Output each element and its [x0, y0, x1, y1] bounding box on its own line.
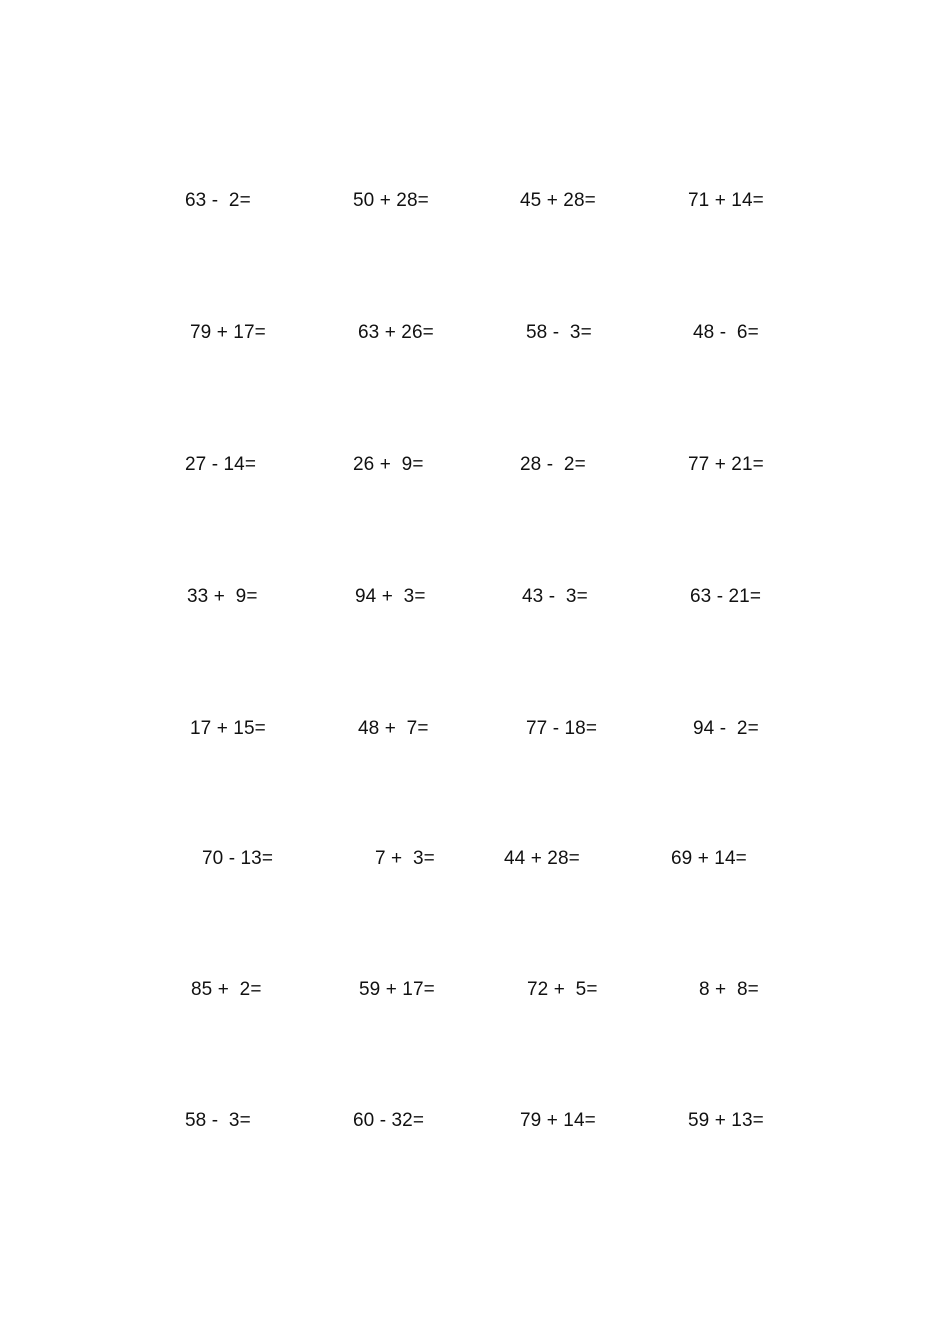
problem-r1-c4: 71 + 14= — [688, 190, 764, 211]
problem-r2-c3: 58 - 3= — [526, 322, 592, 343]
problem-r7-c2: 59 + 17= — [359, 979, 435, 1000]
problem-r5-c3: 77 - 18= — [526, 718, 598, 739]
problem-r1-c2: 50 + 28= — [353, 190, 429, 211]
problem-r4-c4: 63 - 21= — [690, 586, 762, 607]
problem-r6-c4: 69 + 14= — [671, 848, 747, 869]
problem-r3-c4: 77 + 21= — [688, 454, 764, 475]
problem-r3-c3: 28 - 2= — [520, 454, 586, 475]
problem-r3-c1: 27 - 14= — [185, 454, 257, 475]
problem-r1-c3: 45 + 28= — [520, 190, 596, 211]
problem-r2-c4: 48 - 6= — [693, 322, 759, 343]
problem-r2-c1: 79 + 17= — [190, 322, 266, 343]
problem-r6-c2: 7 + 3= — [375, 848, 435, 869]
problem-r1-c1: 63 - 2= — [185, 190, 251, 211]
problem-r6-c3: 44 + 28= — [504, 848, 580, 869]
problem-r8-c2: 60 - 32= — [353, 1110, 425, 1131]
problem-r4-c1: 33 + 9= — [187, 586, 258, 607]
problem-r4-c3: 43 - 3= — [522, 586, 588, 607]
problem-r7-c1: 85 + 2= — [191, 979, 262, 1000]
problem-r8-c1: 58 - 3= — [185, 1110, 251, 1131]
problem-r5-c4: 94 - 2= — [693, 718, 759, 739]
problem-r2-c2: 63 + 26= — [358, 322, 434, 343]
problem-r7-c4: 8 + 8= — [699, 979, 759, 1000]
problem-r5-c2: 48 + 7= — [358, 718, 429, 739]
problem-r8-c3: 79 + 14= — [520, 1110, 596, 1131]
problem-r6-c1: 70 - 13= — [202, 848, 274, 869]
problem-r5-c1: 17 + 15= — [190, 718, 266, 739]
problem-r3-c2: 26 + 9= — [353, 454, 424, 475]
problem-r8-c4: 59 + 13= — [688, 1110, 764, 1131]
problem-r7-c3: 72 + 5= — [527, 979, 598, 1000]
problem-r4-c2: 94 + 3= — [355, 586, 426, 607]
